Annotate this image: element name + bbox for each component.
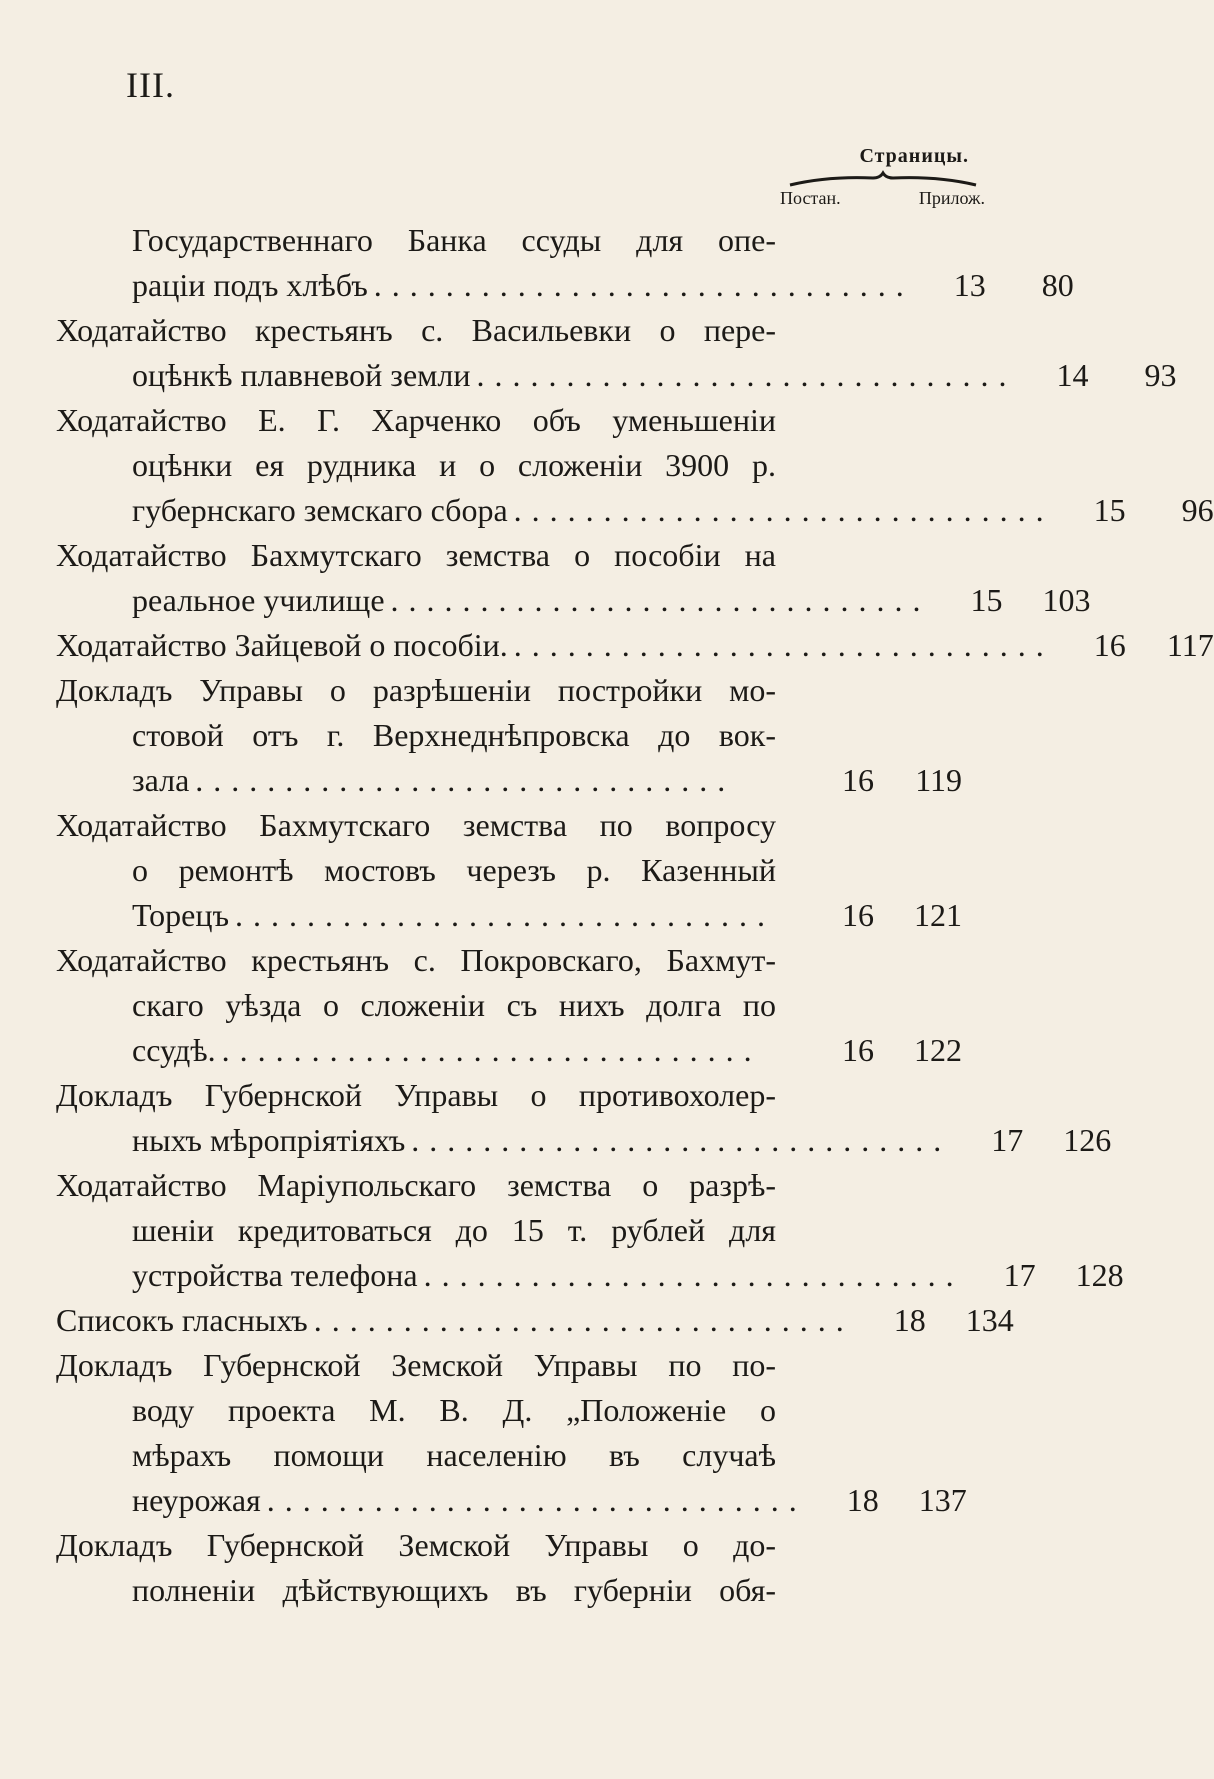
toc-entry-line: Докладъ Губернской Управы о противохолер-	[56, 1077, 776, 1113]
toc-entry-line: Ходатайство Бахмутскаго земства о пособіи на	[56, 537, 776, 573]
toc-entry-last-line	[56, 758, 962, 803]
toc-entry-title: устройства телефона	[132, 1257, 418, 1293]
dot-leader: ..............................	[423, 1257, 964, 1293]
page-prilozh: 103	[1042, 582, 1091, 618]
toc-entry-line: Ходатайство крестьянъ с. Покровскаго, Бахмут-	[56, 942, 776, 978]
toc-entry	[56, 668, 962, 803]
dot-leader: ..............................	[390, 582, 931, 618]
toc-entry-last-line	[56, 488, 1214, 533]
toc-entry-last-line	[56, 1253, 1124, 1298]
dot-leader: ..............................	[266, 1482, 807, 1518]
page-postan: 16	[842, 762, 874, 798]
columns-header	[780, 145, 985, 209]
toc-entry-last-line	[56, 1028, 962, 1073]
page-prilozh: 121	[914, 897, 962, 933]
page-prilozh: 80	[1041, 267, 1074, 303]
dot-leader: ..............................	[313, 1302, 854, 1338]
page-prilozh: 93	[1144, 357, 1177, 393]
toc-entry	[56, 623, 1214, 668]
dot-leader: ..............................	[476, 357, 1017, 393]
toc-entry-title: ссудѣ.	[132, 1032, 216, 1068]
page-prilozh: 117	[1166, 627, 1214, 663]
page-postan: 15	[1093, 492, 1126, 528]
toc-entry-title: зала	[132, 762, 190, 798]
toc-entry	[56, 1298, 1014, 1343]
toc-entry-last-line	[56, 893, 962, 938]
toc-entry-last-line	[56, 1118, 1112, 1163]
toc-entry-line: о ремонтѣ мостовъ черезъ р. Казенный	[132, 852, 776, 888]
toc-entry-line: Докладъ Управы о разрѣшеніи постройки мо-	[56, 672, 776, 708]
toc-entry-title: ныхъ мѣропріятіяхъ	[132, 1122, 406, 1158]
dot-leader: ..............................	[513, 627, 1054, 663]
dot-leader: ..............................	[195, 762, 736, 798]
toc-entry-title: раціи подъ хлѣбъ	[132, 267, 368, 303]
toc-entry-line: Ходатайство Е. Г. Харченко объ уменьшеніи	[56, 402, 776, 438]
page-postan: 16	[842, 1032, 874, 1068]
dot-leader: ..............................	[411, 1122, 952, 1158]
toc-entry-line: Ходатайство Маріупольскаго земства о разрѣ-	[56, 1167, 776, 1203]
toc-entry	[56, 938, 962, 1073]
page-postan: 17	[991, 1122, 1024, 1158]
toc-entry-line: Докладъ Губернской Земской Управы о до-	[56, 1527, 776, 1563]
toc-entry-line: Ходатайство крестьянъ с. Васильевки о пере-	[56, 312, 776, 348]
dot-leader: ..............................	[235, 897, 776, 933]
toc-entry	[56, 1343, 967, 1523]
toc-entry	[56, 1163, 1124, 1298]
toc-entry-line: полненіи дѣйствующихъ въ губерніи обя-	[132, 1572, 776, 1608]
page-postan: 13	[953, 267, 986, 303]
toc-entry-line: Ходатайство Бахмутскаго земства по вопросу	[56, 807, 776, 843]
toc-entry-line: Государственнаго Банка ссуды для опе-	[132, 222, 776, 258]
page-prilozh: 122	[914, 1032, 962, 1068]
page-number: III.	[126, 65, 175, 105]
toc-entry-last-line	[56, 263, 1074, 308]
column-header-prilozh: Прилож.	[918, 188, 985, 208]
page-prilozh: 137	[918, 1482, 967, 1518]
table-of-contents	[56, 218, 1214, 1613]
toc-entry-line: шеніи кредитоваться до 15 т. рублей для	[132, 1212, 776, 1248]
toc-entry-title: Торецъ	[132, 897, 230, 933]
dot-leader: ..............................	[513, 492, 1054, 528]
toc-entry-title: губернскаго земскаго сбора	[132, 492, 508, 528]
toc-entry-line: мѣрахъ помощи населенію въ случаѣ	[132, 1437, 776, 1473]
toc-entry-last-line	[56, 623, 1214, 668]
page-postan: 16	[842, 897, 874, 933]
toc-entry-last-line	[56, 1298, 1014, 1343]
page-postan: 15	[970, 582, 1003, 618]
toc-entry	[56, 218, 1074, 308]
page-prilozh: 128	[1075, 1257, 1124, 1293]
toc-entry-title: оцѣнкѣ плавневой земли	[132, 357, 471, 393]
page-prilozh: 96	[1181, 492, 1214, 528]
toc-entry	[56, 398, 1214, 533]
toc-entry	[56, 1073, 1112, 1163]
page-postan: 14	[1056, 357, 1089, 393]
toc-entry-title: Списокъ гласныхъ	[56, 1302, 308, 1338]
toc-entry-last-line	[56, 1478, 967, 1523]
page-postan: 18	[893, 1302, 926, 1338]
toc-entry-title: неурожая	[132, 1482, 261, 1518]
page-prilozh: 119	[915, 762, 962, 798]
toc-entry-last-line	[56, 353, 1177, 398]
dot-leader: ..............................	[221, 1032, 762, 1068]
columns-header-title: Страницы.	[859, 145, 969, 167]
toc-entry-title: Ходатайство Зайцевой о пособіи.	[56, 627, 508, 663]
toc-entry	[56, 308, 1177, 398]
toc-entry	[56, 803, 962, 938]
toc-entry-last-line	[56, 578, 1091, 623]
toc-entry	[56, 1523, 962, 1613]
toc-entry-line: стовой отъ г. Верхнеднѣпровска до вок-	[132, 717, 776, 753]
page-postan: 16	[1093, 627, 1126, 663]
toc-entry-line: оцѣнки ея рудника и о сложеніи 3900 р.	[132, 447, 776, 483]
column-header-postan: Постан.	[780, 188, 841, 208]
toc-entry-title: реальное училище	[132, 582, 385, 618]
page-postan: 17	[1003, 1257, 1036, 1293]
toc-entry	[56, 533, 1091, 623]
page-postan: 18	[846, 1482, 879, 1518]
dot-leader: ..............................	[373, 267, 914, 303]
page-prilozh: 126	[1063, 1122, 1112, 1158]
toc-entry-line: скаго уѣзда о сложеніи съ нихъ долга по	[132, 987, 776, 1023]
brace-icon	[788, 172, 978, 188]
toc-entry-line: воду проекта М. В. Д. „Положеніе о	[132, 1392, 776, 1428]
toc-entry-line: Докладъ Губернской Земской Управы по по-	[56, 1347, 776, 1383]
page-prilozh: 134	[965, 1302, 1014, 1338]
